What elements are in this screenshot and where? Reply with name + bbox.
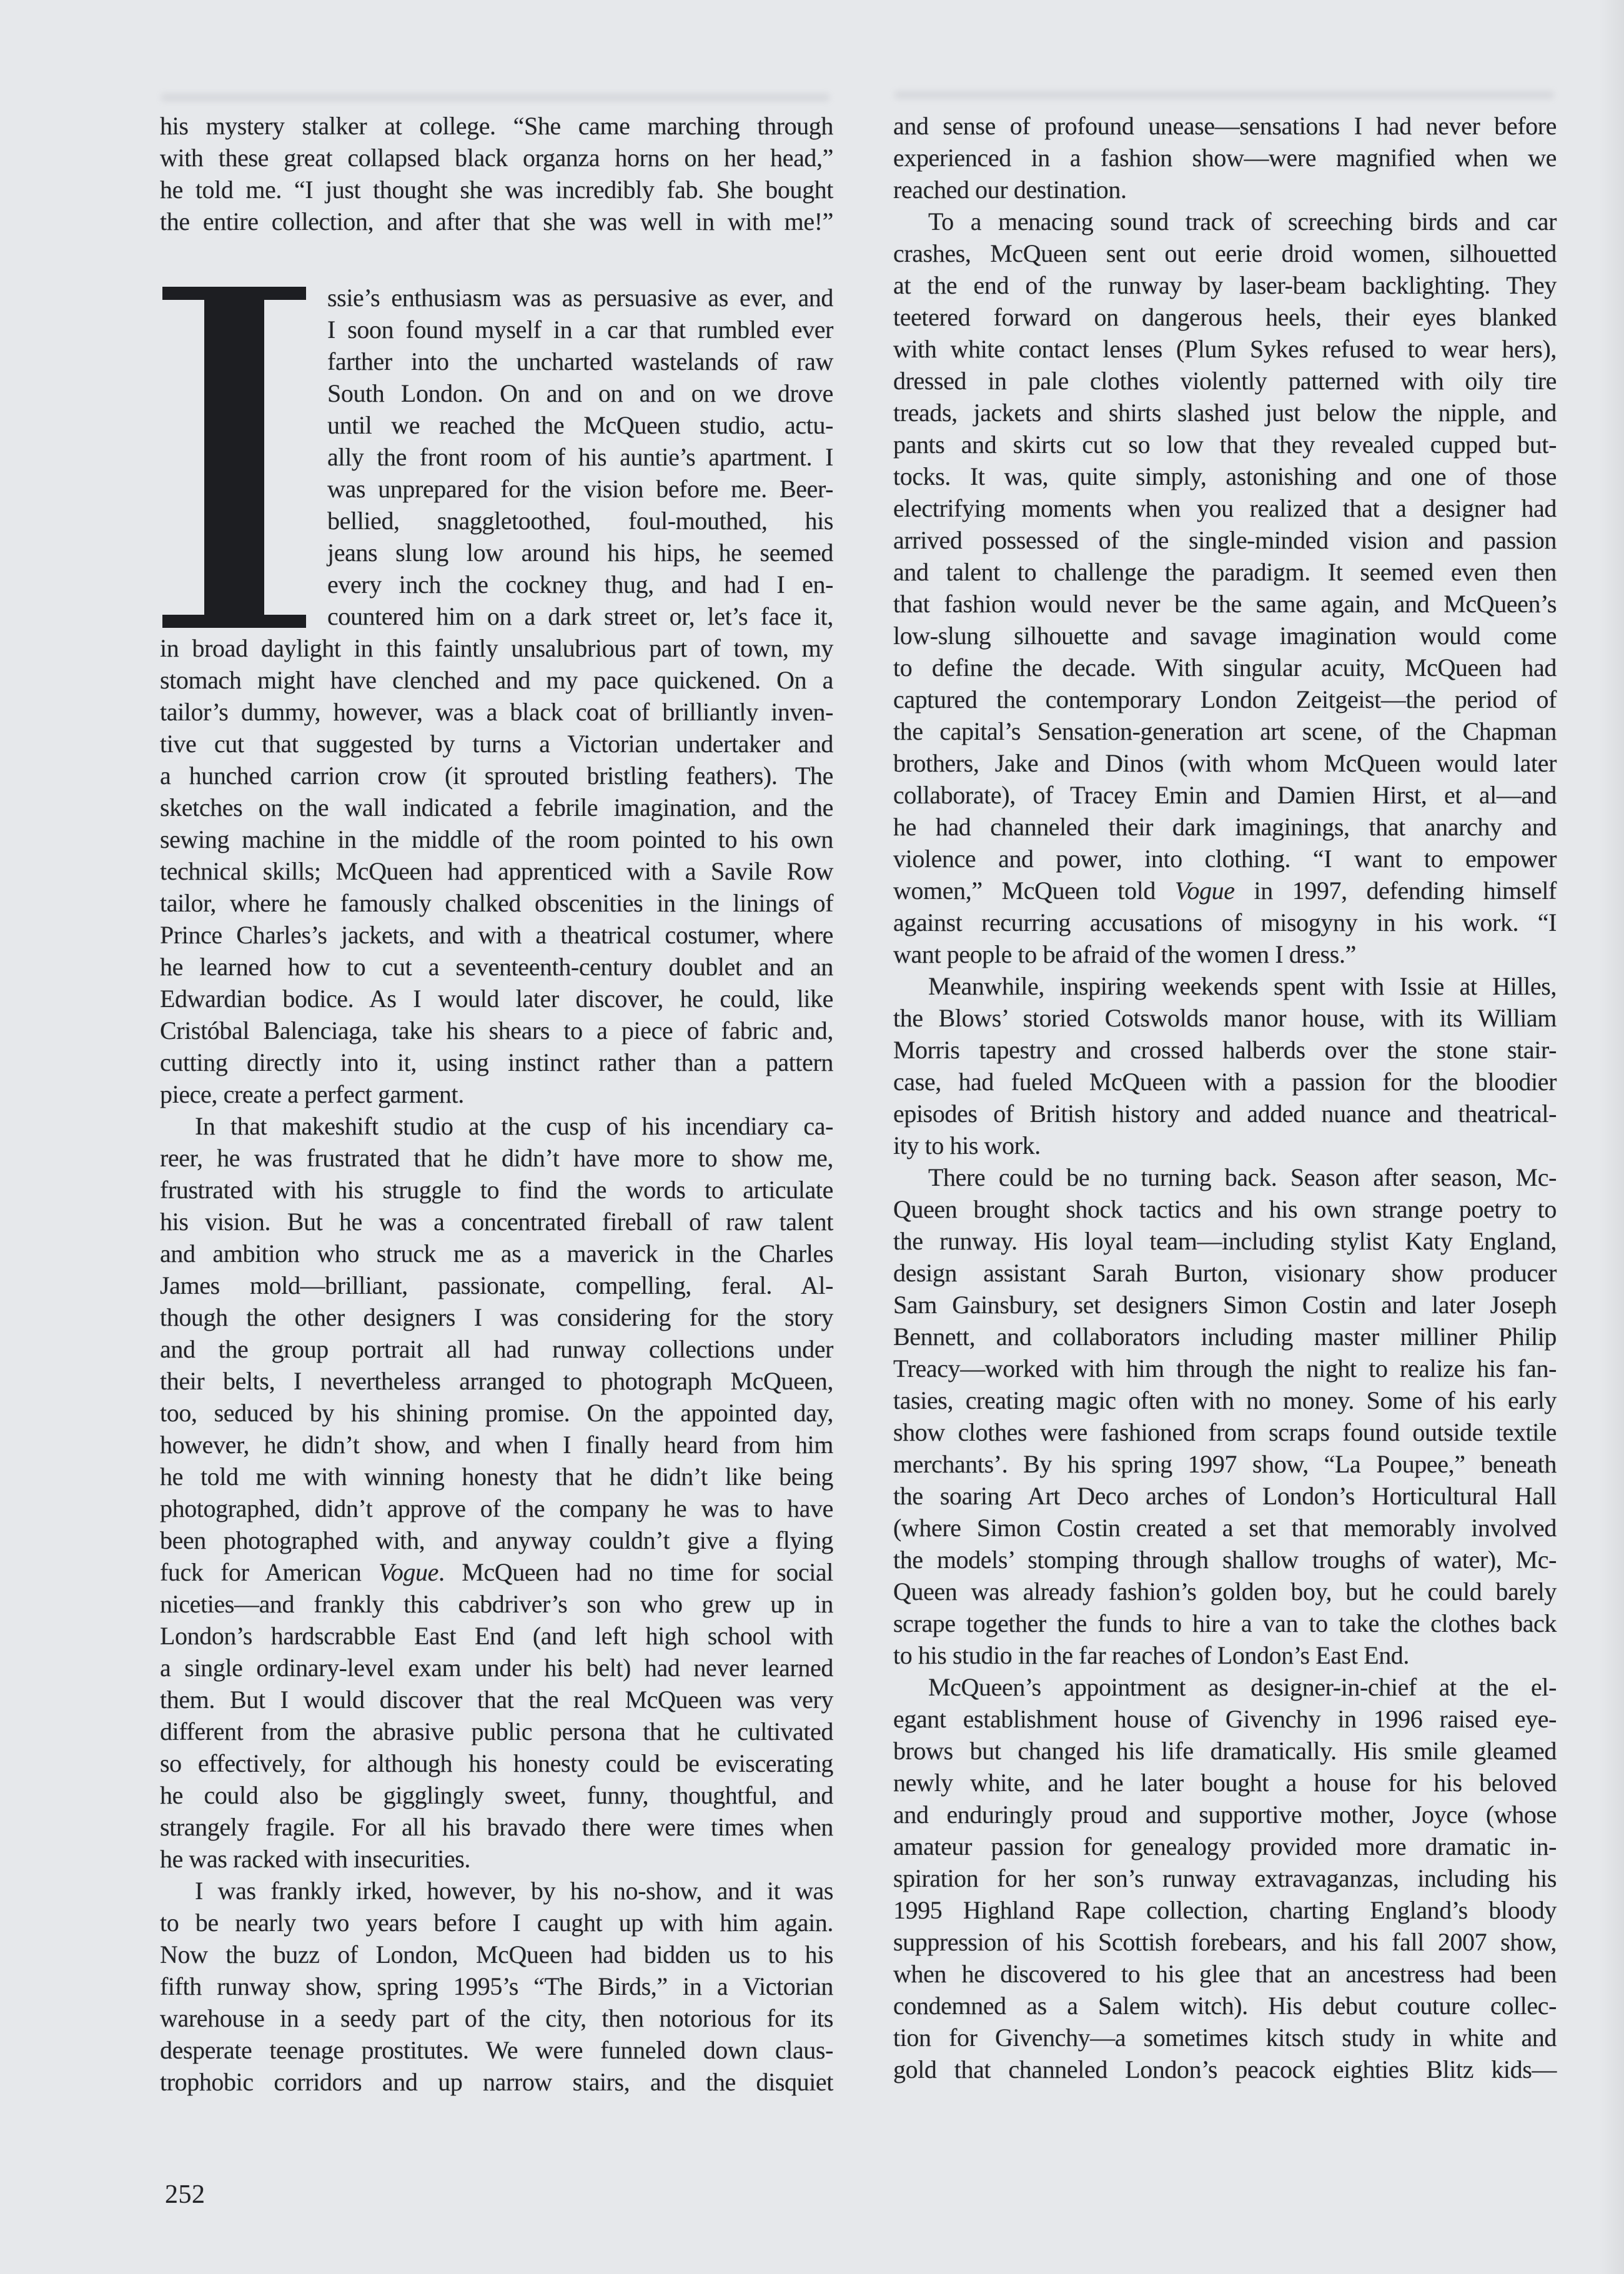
text-line: women,” McQueen told Vogue in 1997, defending himself: [893, 876, 1557, 905]
right-column: [893, 110, 1557, 2085]
text-line: design assistant Sarah Burton, visionary show producer: [893, 1259, 1557, 1287]
intro-paragraph: [160, 110, 833, 237]
text-line: To a menacing sound track of screeching birds and car: [928, 207, 1557, 236]
text-line: merchants’. By his spring 1997 show, “La Poupee,” beneath: [893, 1450, 1557, 1478]
text-line: tocks. It was, quite simply, astonishing and one of those: [893, 462, 1557, 490]
text-line: warehouse in a seedy part of the city, then notorious for its: [160, 2004, 833, 2032]
text-line: experienced in a fashion show—were magnified when we: [893, 144, 1557, 172]
text-line: brows but changed his life dramatically. His smile gleamed: [893, 1737, 1557, 1765]
text-line: McQueen’s appointment as designer-in-chief at the el-: [928, 1673, 1557, 1701]
text-line: sketches on the wall indicated a febrile imagination, and the: [160, 793, 833, 822]
text-line: low-slung silhouette and savage imagination would come: [893, 622, 1557, 650]
text-line: London’s hardscrabble East End (and left high school with: [160, 1622, 833, 1650]
text-line: and sense of profound unease—sensations I had never before: [893, 112, 1557, 140]
text-line: electrifying moments when you realized that a designer had: [893, 494, 1557, 522]
text-line: arrived possessed of the single-minded vision and passion: [893, 526, 1557, 554]
text-line: jeans slung low around his hips, he seemed: [327, 539, 833, 567]
text-line: (where Simon Costin created a set that memorably involved: [893, 1514, 1557, 1542]
text-line: Bennett, and collaborators including master milliner Philip: [893, 1323, 1557, 1351]
text-line: with white contact lenses (Plum Sykes refused to wear hers),: [893, 335, 1557, 363]
text-line: technical skills; McQueen had apprenticed with a Savile Row: [160, 857, 833, 885]
text-line: Prince Charles’s jackets, and with a theatrical costumer, where: [160, 921, 833, 949]
text-line: newly white, and he later bought a house for his beloved: [893, 1769, 1557, 1797]
text-line: tasies, creating magic often with no money. Some of his early: [893, 1386, 1557, 1414]
text-line: ity to his work.: [893, 1131, 1041, 1159]
text-line: sewing machine in the middle of the room pointed to his own: [160, 825, 833, 853]
text-line: desperate teenage prostitutes. We were funneled down claus-: [160, 2036, 833, 2064]
text-line: to be nearly two years before I caught up with him again.: [160, 1909, 833, 1937]
text-line: trophobic corridors and up narrow stairs, and the disquiet: [160, 2068, 833, 2096]
text-line: There could be no turning back. Season after season, Mc-: [928, 1163, 1557, 1191]
text-line: reer, he was frustrated that he didn’t have more to show me,: [160, 1144, 833, 1172]
text-line: captured the contemporary London Zeitgeist—the period of: [893, 685, 1557, 713]
text-line: treads, jackets and shirts slashed just below the nipple, and: [893, 399, 1557, 427]
text-line: James mold—brilliant, passionate, compelling, feral. Al-: [160, 1271, 833, 1299]
text-line: strangely fragile. For all his bravado there were times when: [160, 1813, 833, 1841]
text-line: crashes, McQueen sent out eerie droid women, silhouetted: [893, 239, 1557, 267]
text-line: tion for Givenchy—a sometimes kitsch study in white and: [893, 2023, 1557, 2052]
text-line: different from the abrasive public persona that he cultivated: [160, 1717, 833, 1745]
text-line: he had channeled their dark imaginings, that anarchy and: [893, 813, 1557, 841]
page-number: 252: [165, 2180, 205, 2209]
text-line: the models’ stomping through shallow troughs of water), Mc-: [893, 1546, 1557, 1574]
text-line: a hunched carrion crow (it sprouted bristling feathers). The: [160, 762, 833, 790]
text-line: that fashion would never be the same again, and McQueen’s: [893, 590, 1557, 618]
text-line: he told me with winning honesty that he didn’t like being: [160, 1462, 833, 1491]
text-line: though the other designers I was considering for the story: [160, 1303, 833, 1331]
text-line: tailor, where he famously chalked obscenities in the linings of: [160, 889, 833, 917]
text-line: South London. On and on and on we drove: [327, 379, 833, 407]
text-line: reached our destination.: [893, 176, 1127, 204]
text-line: episodes of British history and added nuance and theatrical-: [893, 1100, 1557, 1128]
drop-cap-serif-bottom: [162, 615, 306, 628]
text-line: dressed in pale clothes violently patterned with oily tire: [893, 367, 1557, 395]
text-line: spiration for her son’s runway extravaganzas, including his: [893, 1864, 1557, 1892]
text-line: the entire collection, and after that she was well in with me!”: [160, 207, 833, 236]
text-line: Queen brought shock tactics and his own strange poetry to: [893, 1195, 1557, 1223]
text-line: cutting directly into it, using instinct rather than a pattern: [160, 1048, 833, 1076]
text-line: ally the front room of his auntie’s apartment. I: [327, 443, 833, 471]
text-line: however, he didn’t show, and when I finally heard from him: [160, 1431, 833, 1459]
text-line: brothers, Jake and Dinos (with whom McQueen would later: [893, 749, 1557, 777]
text-line: farther into the uncharted wastelands of raw: [327, 347, 833, 375]
drop-cap-stem: [204, 292, 264, 622]
text-line: he was racked with insecurities.: [160, 1845, 471, 1873]
text-line: and the group portrait all had runway collections under: [160, 1335, 833, 1363]
text-line: want people to be afraid of the women I dress.”: [893, 940, 1356, 968]
text-line: the Blows’ storied Cotswolds manor house, with its William: [893, 1004, 1557, 1032]
text-line: he told me. “I just thought she was incredibly fab. She bought: [160, 176, 833, 204]
text-line: fuck for American Vogue. McQueen had no time for social: [160, 1558, 833, 1586]
text-line: egant establishment house of Givenchy in 1996 raised eye-: [893, 1705, 1557, 1733]
text-line: teetered forward on dangerous heels, their eyes blanked: [893, 303, 1557, 331]
text-line: he learned how to cut a seventeenth-century doublet and an: [160, 953, 833, 981]
text-line: every inch the cockney thug, and had I en-: [327, 570, 833, 598]
text-line: scrape together the funds to hire a van to take the clothes back: [893, 1609, 1557, 1637]
text-line: with these great collapsed black organza horns on her head,”: [160, 144, 833, 172]
text-line: tailor’s dummy, however, was a black coat of brilliantly inven-: [160, 698, 833, 726]
text-line: countered him on a dark street or, let’s face it,: [327, 602, 833, 630]
text-line: Cristóbal Balenciaga, take his shears to a piece of fabric and,: [160, 1016, 833, 1045]
text-line: Edwardian bodice. As I would later discover, he could, like: [160, 985, 833, 1013]
text-line: was unprepared for the vision before me. Beer-: [327, 475, 833, 503]
text-line: them. But I would discover that the real McQueen was very: [160, 1686, 833, 1714]
text-line: and talent to challenge the paradigm. It seemed even then: [893, 558, 1557, 586]
text-line: the runway. His loyal team—including stylist Katy England,: [893, 1227, 1557, 1255]
text-line: to his studio in the far reaches of London’s East End.: [893, 1641, 1409, 1669]
text-line: ssie’s enthusiasm was as persuasive as ever, and: [327, 284, 833, 312]
bleedthrough-smudge-right: [894, 91, 1554, 99]
drop-cap-section: [160, 282, 833, 2098]
text-line: condemned as a Salem witch). His debut couture collec-: [893, 1992, 1557, 2020]
text-line: when he discovered to his glee that an ancestress had been: [893, 1960, 1557, 1988]
text-line: Now the buzz of London, McQueen had bidden us to his: [160, 1940, 833, 1969]
text-line: to define the decade. With singular acuity, McQueen had: [893, 653, 1557, 682]
text-line: at the end of the runway by laser-beam backlighting. They: [893, 271, 1557, 299]
text-line: tive cut that suggested by turns a Victorian undertaker and: [160, 730, 833, 758]
text-line: a single ordinary-level exam under his belt) had never learned: [160, 1654, 833, 1682]
text-line: violence and power, into clothing. “I want to empower: [893, 845, 1557, 873]
text-line: his mystery stalker at college. “She came marching through: [160, 112, 833, 140]
text-line: collaborate), of Tracey Emin and Damien Hirst, et al—and: [893, 781, 1557, 809]
page-edge-shade: [1599, 0, 1624, 2274]
text-line: the soaring Art Deco arches of London’s Horticultural Hall: [893, 1482, 1557, 1510]
text-line: he could also be gigglingly sweet, funny, thoughtful, and: [160, 1781, 833, 1809]
text-line: piece, create a perfect garment.: [160, 1080, 464, 1108]
text-line: suppression of his Scottish forebears, and his fall 2007 show,: [893, 1928, 1557, 1956]
text-line: their belts, I nevertheless arranged to photograph McQueen,: [160, 1367, 833, 1395]
text-line: case, had fueled McQueen with a passion for the bloodier: [893, 1068, 1557, 1096]
text-line: I soon found myself in a car that rumbled ever: [327, 315, 833, 344]
text-line: I was frankly irked, however, by his no-show, and it was: [195, 1877, 833, 1905]
text-line: in broad daylight in this faintly unsalubrious part of town, my: [160, 634, 833, 662]
bleedthrough-smudge-left: [161, 94, 829, 101]
text-line: and ambition who struck me as a maverick in the Charles: [160, 1239, 833, 1268]
text-line: pants and skirts cut so low that they revealed cupped but-: [893, 430, 1557, 459]
text-line: too, seduced by his shining promise. On the appointed day,: [160, 1399, 833, 1427]
text-line: fifth runway show, spring 1995’s “The Birds,” in a Victorian: [160, 1972, 833, 2000]
text-line: been photographed with, and anyway couldn’t give a flying: [160, 1526, 833, 1554]
text-line: the capital’s Sensation-generation art scene, of the Chapman: [893, 717, 1557, 745]
text-line: until we reached the McQueen studio, actu-: [327, 411, 833, 439]
text-line: photographed, didn’t approve of the company he was to have: [160, 1494, 833, 1522]
text-line: Sam Gainsbury, set designers Simon Costin and later Joseph: [893, 1291, 1557, 1319]
text-line: In that makeshift studio at the cusp of his incendiary ca-: [195, 1112, 833, 1140]
drop-cap: [162, 287, 306, 628]
text-line: Treacy—worked with him through the night to realize his fan-: [893, 1354, 1557, 1383]
text-line: 1995 Highland Rape collection, charting England’s bloody: [893, 1896, 1557, 1924]
text-line: and enduringly proud and supportive mother, Joyce (whose: [893, 1800, 1557, 1829]
text-line: niceties—and frankly this cabdriver’s son who grew up in: [160, 1590, 833, 1618]
text-line: Meanwhile, inspiring weekends spent with Issie at Hilles,: [928, 972, 1557, 1000]
text-line: gold that channeled London’s peacock eighties Blitz kids—: [893, 2055, 1557, 2083]
text-line: his vision. But he was a concentrated fireball of raw talent: [160, 1208, 833, 1236]
text-line: so effectively, for although his honesty could be eviscerating: [160, 1749, 833, 1777]
text-line: bellied, snaggletoothed, foul-mouthed, his: [327, 507, 833, 535]
text-line: frustrated with his struggle to find the words to articulate: [160, 1176, 833, 1204]
text-line: stomach might have clenched and my pace quickened. On a: [160, 666, 833, 694]
text-line: amateur passion for genealogy provided more dramatic in-: [893, 1832, 1557, 1860]
text-line: Morris tapestry and crossed halberds over the stone stair-: [893, 1036, 1557, 1064]
text-line: against recurring accusations of misogyny in his work. “I: [893, 908, 1557, 936]
text-line: Queen was already fashion’s golden boy, but he could barely: [893, 1577, 1557, 1606]
text-line: show clothes were fashioned from scraps found outside textile: [893, 1418, 1557, 1446]
